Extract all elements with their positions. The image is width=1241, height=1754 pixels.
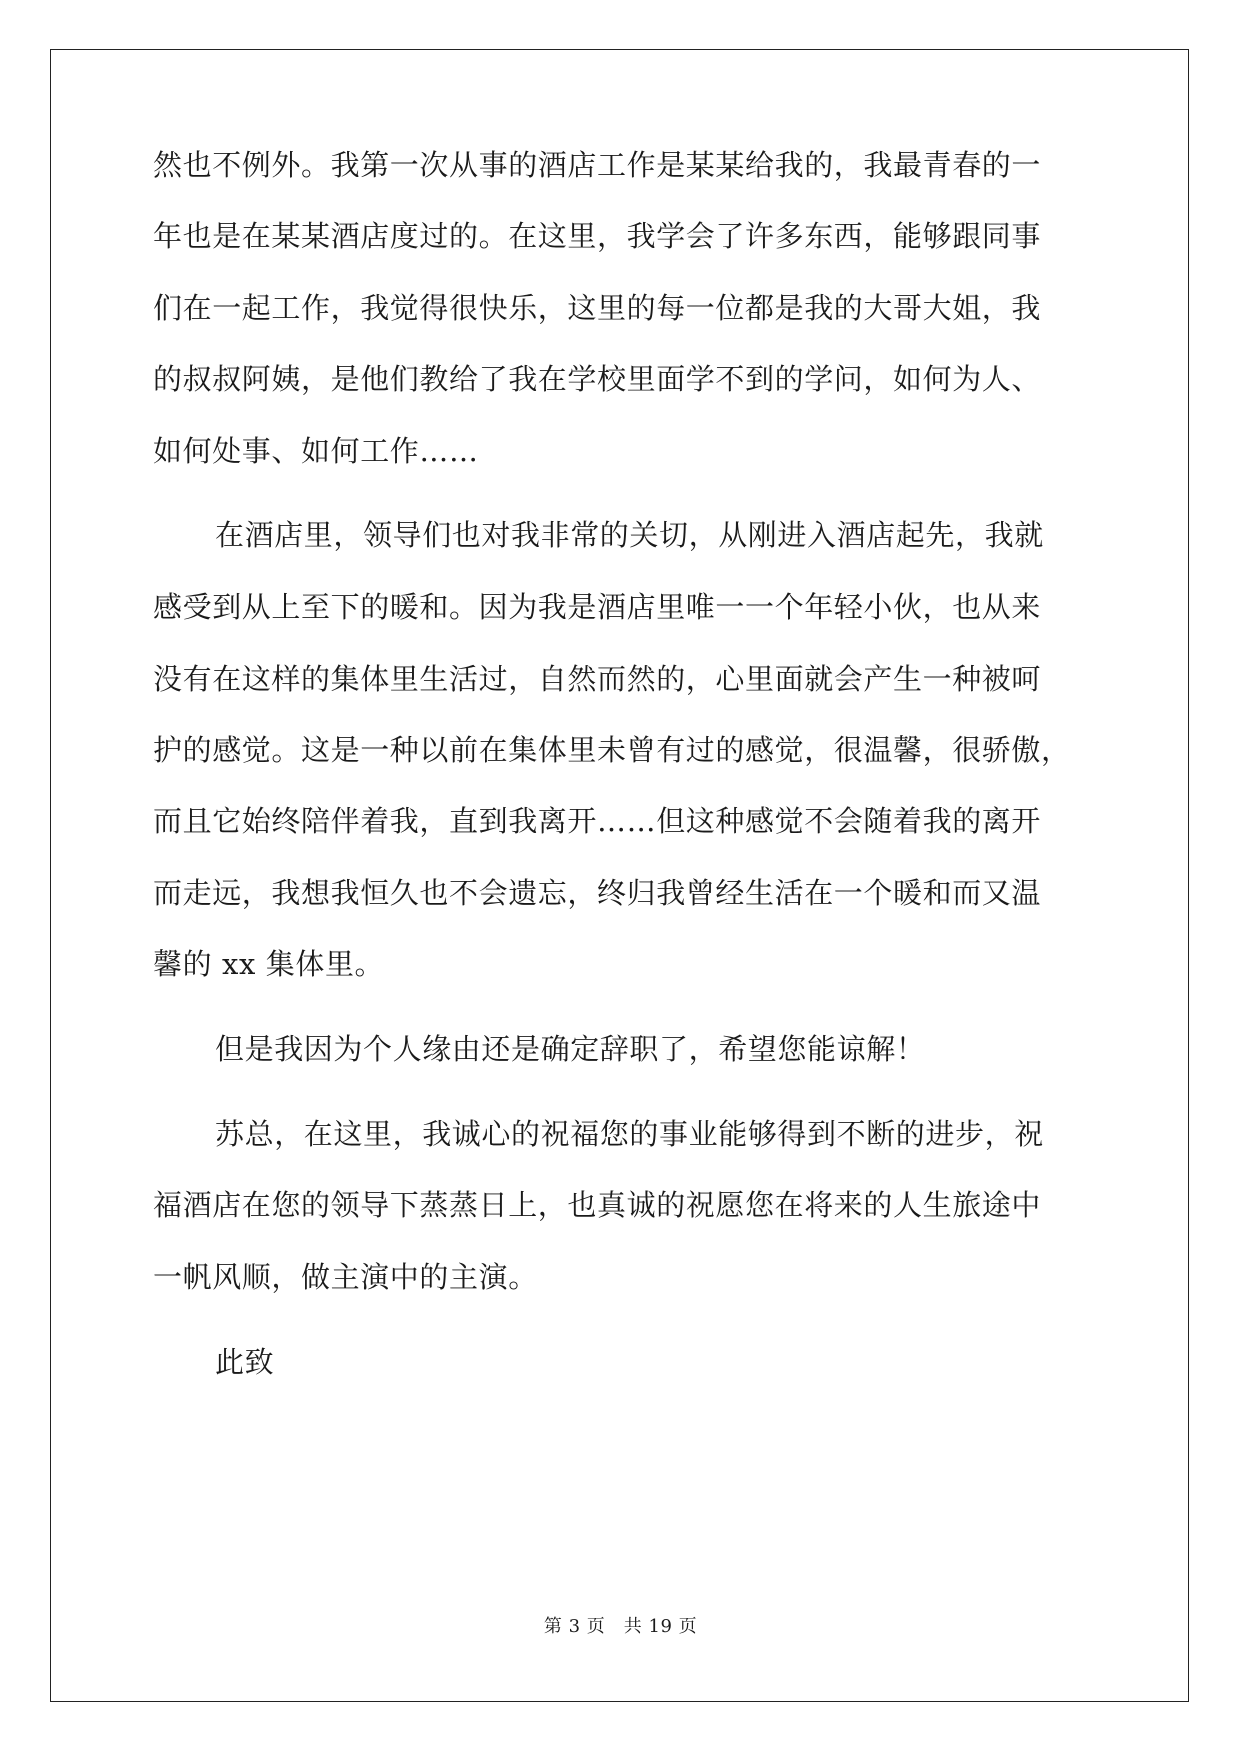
body-line: 而且它始终陪伴着我，直到我离开……但这种感觉不会随着我的离开	[153, 804, 1042, 838]
body-line: 护的感觉。这是一种以前在集体里未曾有过的感觉，很温馨，很骄傲，	[153, 733, 1071, 767]
page-number-footer: 第 3 页 共 19 页	[543, 1616, 698, 1637]
body-line: 没有在这样的集体里生活过，自然而然的，心里面就会产生一种被呵	[153, 662, 1042, 696]
closing-salutation: 此致	[215, 1345, 275, 1379]
body-line: 感受到从上至下的暖和。因为我是酒店里唯一一个年轻小伙，也从来	[153, 590, 1042, 624]
body-line: 一帆风顺，做主演中的主演。	[153, 1260, 538, 1294]
body-line: 在酒店里，领导们也对我非常的关切，从刚进入酒店起先，我就	[215, 518, 1044, 552]
body-line: 苏总，在这里，我诚心的祝福您的事业能够得到不断的进步，祝	[215, 1117, 1044, 1151]
body-line: 馨的 xx 集体里。	[153, 947, 385, 981]
body-line: 福酒店在您的领导下蒸蒸日上，也真诚的祝愿您在将来的人生旅途中	[153, 1188, 1042, 1222]
body-line: 们在一起工作，我觉得很快乐，这里的每一位都是我的大哥大姐，我	[153, 291, 1042, 325]
body-line: 年也是在某某酒店度过的。在这里，我学会了许多东西，能够跟同事	[153, 219, 1042, 253]
body-line: 的叔叔阿姨，是他们教给了我在学校里面学不到的学问，如何为人、	[153, 362, 1042, 396]
body-line: 但是我因为个人缘由还是确定辞职了，希望您能谅解！	[215, 1032, 926, 1066]
body-line: 然也不例外。我第一次从事的酒店工作是某某给我的，我最青春的一	[153, 148, 1042, 182]
body-line: 而走远，我想我恒久也不会遗忘，终归我曾经生活在一个暖和而又温	[153, 876, 1042, 910]
body-line: 如何处事、如何工作……	[153, 434, 479, 468]
